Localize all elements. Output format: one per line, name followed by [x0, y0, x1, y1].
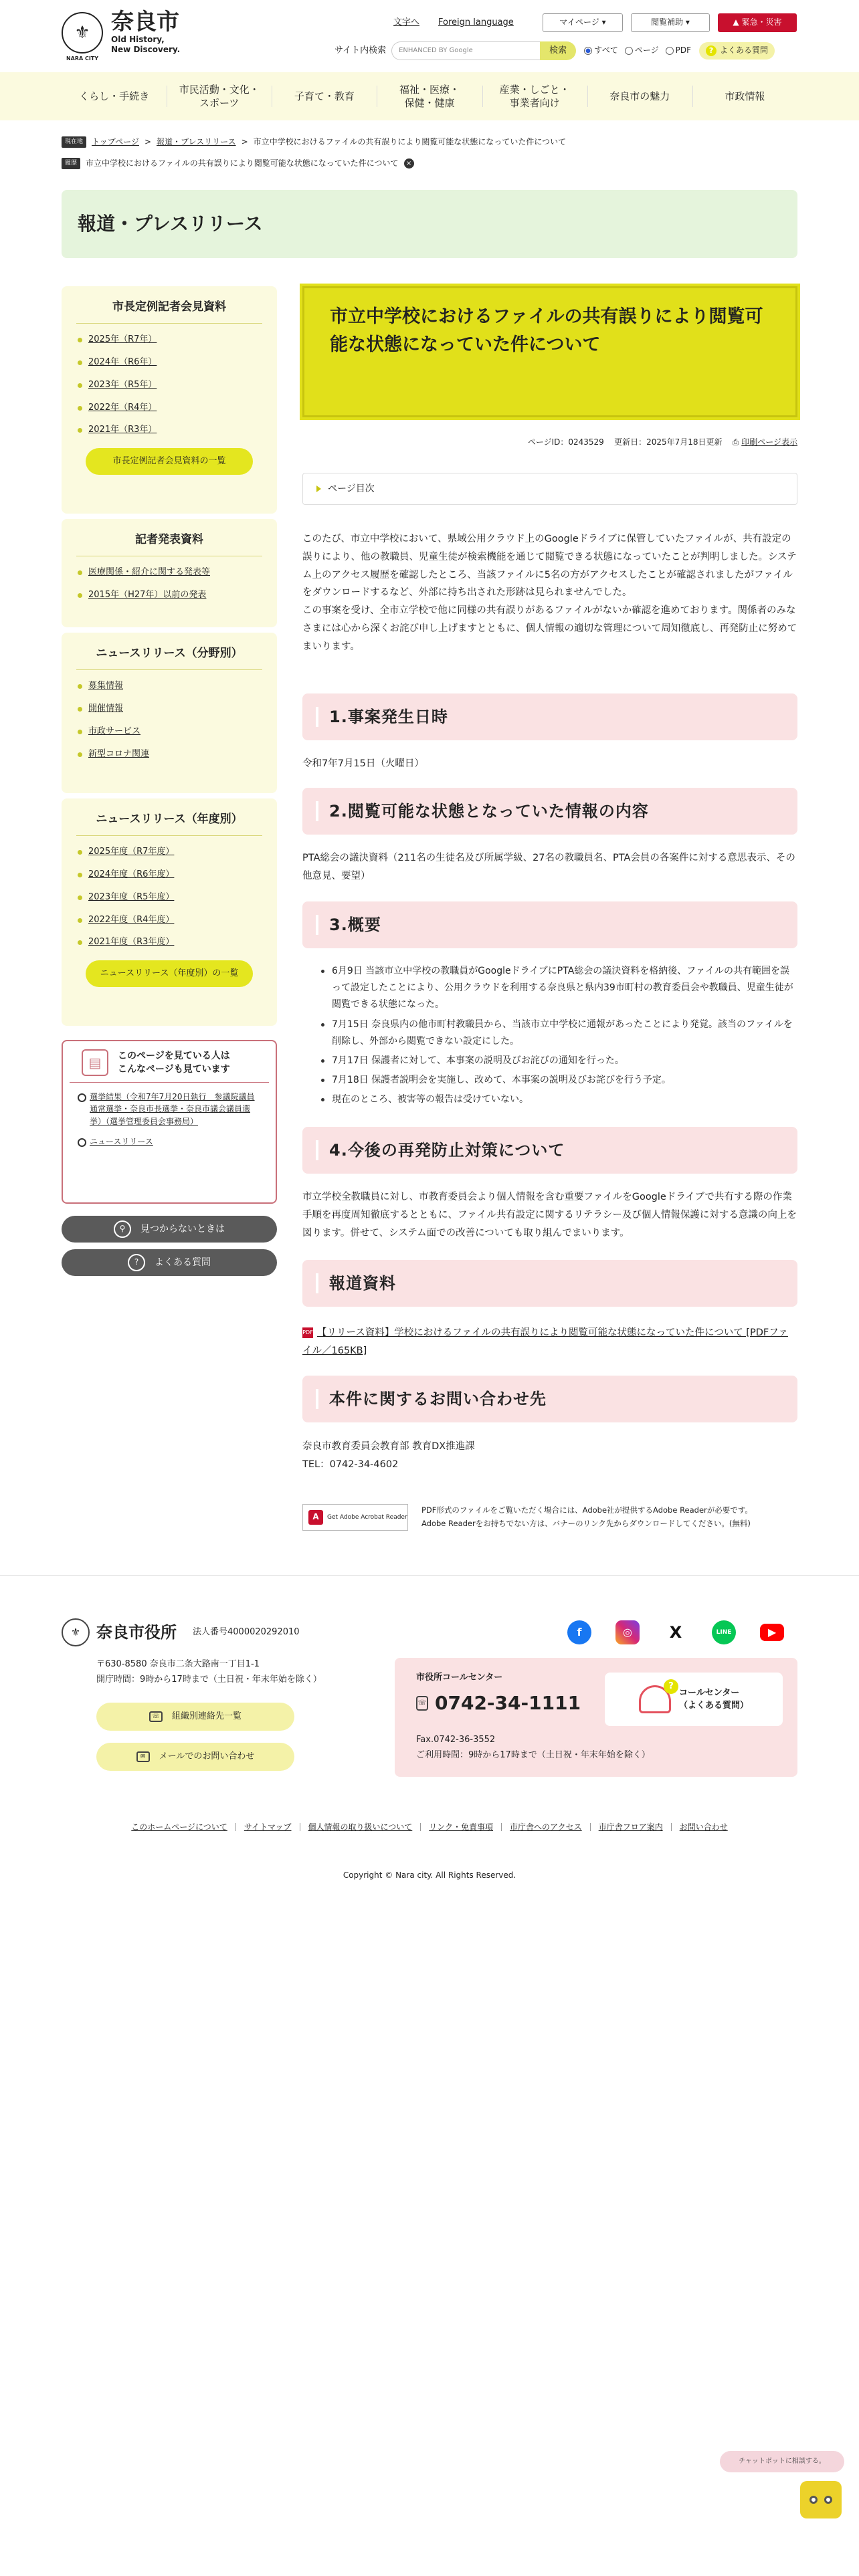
pdf-icon: PDF [302, 1327, 313, 1338]
link-item[interactable]: 開催情報 [76, 702, 262, 716]
print-link[interactable]: 印刷ページ表示 [741, 437, 797, 447]
mail-icon: ✉ [136, 1751, 150, 1762]
mail-contact-button[interactable]: ✉ メールでのお問い合わせ [96, 1743, 294, 1771]
adobe-note: PDF形式のファイルをご覧いただく場合には、Adobe社が提供するAdobe Readerが必要です。 Adobe Readerをお持ちでない方は、バナーのリンク先からダウンロードしてください。(無料) [421, 1505, 753, 1529]
footer-link[interactable]: 個人情報の取り扱いについて [308, 1822, 413, 1832]
list-item: 7月15日 奈良県内の他市町村教職員から、当該市立中学校に通報があったことにより発覚。該当のファイルを削除し、外部から閲覧できない設定にした。 [332, 1016, 797, 1050]
link-item[interactable]: 市政サービス [76, 725, 262, 739]
logo-small-text: NARA CITY [66, 56, 99, 62]
global-nav [0, 72, 859, 120]
current-location-tag: 現在地 [62, 136, 86, 147]
list-item: 7月17日 保護者に対して、本事案の説明及びお詫びの通知を行った。 [332, 1053, 797, 1069]
sidebar-heading: 市長定例記者会見資料 [76, 298, 262, 324]
gnav-item[interactable]: 市民活動・文化・ スポーツ [167, 72, 272, 120]
phone-icon: ☏ [416, 1696, 428, 1711]
warning-icon: ▲ [733, 17, 739, 27]
footer-address: 〒630-8580 奈良市二条大路南一丁目1-1 開庁時間：9時から17時まで（土日祝・年末年始を除く） [96, 1659, 322, 1685]
link-item[interactable]: 2024年度（R6年度） [76, 868, 262, 882]
radio-pdf[interactable]: PDF [666, 44, 691, 57]
logo-tagline-2: New Discovery. [111, 45, 181, 55]
footer-link[interactable]: お問い合わせ [679, 1822, 728, 1832]
link-item[interactable]: 2022年（R4年） [76, 401, 262, 415]
document-search-icon: ▤ [82, 1049, 108, 1076]
section-heading-1: 1.事案発生日時 [302, 693, 797, 740]
gnav-item[interactable]: 子育て・教育 [272, 72, 377, 120]
gnav-item[interactable]: 福祉・医療・ 保健・健康 [377, 72, 482, 120]
radio-page[interactable]: ページ [625, 44, 659, 57]
magnifier-icon: ⚲ [114, 1220, 131, 1238]
gnav-item[interactable]: 市政情報 [692, 72, 797, 120]
breadcrumb: 現在地 トップページ > 報道・プレスリリース > 市立中学校におけるファイルの共有誤りにより閲覧可能な状態になっていた件について [62, 136, 566, 148]
search-input[interactable]: ENHANCED BY Google [391, 41, 540, 60]
text-size-link[interactable]: 文字へ [393, 17, 420, 27]
instagram-icon[interactable]: ◎ [615, 1620, 640, 1644]
history-trail [62, 157, 414, 170]
site-header [0, 0, 859, 70]
not-found-button[interactable]: ⚲ 見つからないときは [62, 1216, 277, 1243]
list-item: 6月9日 当該市立中学校の教職員がGoogleドライブにPTA総会の議決資料を格納後、ファイルの共有範囲を誤って設定したことにより、公用クラウドを利用する奈良県と県内39市町村の教育委員会や教職員、児童生徒が閲覧できる状態になった。 [332, 963, 797, 1014]
adobe-reader-banner[interactable]: A Get Adobe Acrobat Reader [302, 1504, 408, 1531]
link-item[interactable]: 2023年（R5年） [76, 379, 262, 393]
chatbot-robot-icon[interactable] [800, 2481, 842, 2518]
sidebar-heading: ニュースリリース（分野別） [76, 645, 262, 670]
section-heading-5: 報道資料 [302, 1260, 797, 1307]
link-item[interactable]: 2022年度（R4年度） [76, 914, 262, 928]
acrobat-icon: A [308, 1510, 323, 1525]
link-item[interactable]: 募集情報 [76, 679, 262, 693]
related-title-2: こんなページも見ています [118, 1064, 230, 1075]
related-title-1: このページを見ている人は [118, 1051, 230, 1061]
call-center-faq-button[interactable]: ? コールセンター （よくある質問） [605, 1673, 783, 1726]
list-item: 7月18日 保護者説明会を実施し、改めて、本事案の説明及びお詫びを行う予定。 [332, 1072, 797, 1089]
sidebar-list [76, 566, 262, 603]
news-year-list-button[interactable]: ニュースリリース（年度別）の一覧 [86, 960, 253, 987]
article-meta [302, 436, 797, 449]
history-item[interactable]: 市立中学校におけるファイルの共有誤りにより閲覧可能な状態になっていた件について [86, 158, 399, 168]
faq-button[interactable]: ? よくある質問 [62, 1249, 277, 1276]
sidebar-list [76, 679, 262, 761]
footer-link[interactable]: 市庁舎へのアクセス [510, 1822, 582, 1832]
call-center-tel[interactable]: ☏ 0742-34-1111 [416, 1689, 581, 1719]
breadcrumb-current: 市立中学校におけるファイルの共有誤りにより閲覧可能な状態になっていた件について [253, 137, 567, 146]
call-center-box [395, 1658, 797, 1777]
link-item[interactable]: ニュースリリース [78, 1136, 261, 1148]
sidebar-news-year-box [62, 798, 277, 1026]
section-3-list [302, 963, 797, 1111]
gnav-item[interactable]: 奈良市の魅力 [587, 72, 692, 120]
article-title: 市立中学校におけるファイルの共有誤りにより閲覧可能な状態になっていた件について [302, 286, 797, 417]
link-item[interactable]: 2021年（R3年） [76, 423, 262, 437]
facebook-icon[interactable]: f [567, 1620, 591, 1644]
sidebar-press-box [62, 519, 277, 627]
link-item[interactable]: 医療関係・紹介に関する発表等 [76, 566, 262, 580]
view-assist-button[interactable]: 閲覧補助 ▾ [631, 13, 710, 32]
sidebar-list [76, 333, 262, 437]
logo-kanji: 奈良市 [111, 9, 179, 35]
section-heading-3: 3.概要 [302, 901, 797, 948]
sidebar-list [76, 845, 262, 950]
intro-text: このたび、市立中学校において、県域公用クラウド上のGoogleドライブに保管していたファイルが、共有設定の誤りにより、他の教職員、児童生徒が検索機能を通じて閲覧できる状態になっていたことが判明しました。システム上のアクセス履歴を確認したところ、当該ファイルに5名の方がアクセスしたことが確認されましたがファイルをダウンロードするなど、外部に持ち出された形跡は見られませんでした。 この事案を受け、全市立学校で他に同様の共有誤りがあるファイルがないか確認を進めております。関係者のみなさまには心から深くお詫び申し上げますとともに、個人情報の適切な管理について周知徹底し、再発防止に努めてまいります。 [302, 534, 797, 652]
site-search-label: サイト内検索 [335, 45, 387, 56]
section-heading-4: 4.今後の再発防止対策について [302, 1127, 797, 1174]
related-list [63, 1083, 276, 1164]
breadcrumb-press[interactable]: 報道・プレスリリース [157, 137, 236, 146]
sidebar-news-field-box [62, 633, 277, 793]
sidebar-mayor-box [62, 286, 277, 514]
mayor-list-button[interactable]: 市長定例記者会見資料の一覧 [86, 448, 253, 475]
phone-icon: ☏ [149, 1711, 163, 1722]
triangle-right-icon [316, 486, 321, 492]
link-item[interactable]: 選挙結果（令和7年7月20日執行 参議院議員通常選挙・奈良市長選挙・奈良市議会議員選挙）（選挙管理委員会事務局） [78, 1091, 261, 1128]
line-icon[interactable]: LINE [712, 1620, 736, 1644]
site-logo[interactable] [62, 9, 181, 62]
page-id: ページID：0243529 [527, 437, 604, 447]
link-item[interactable]: 新型コロナ関連 [76, 748, 262, 762]
section-2-body: PTA総会の議決資料（211名の生徒名及び所属学級、27名の教職員名、PTA会員の各案件に対する意思表示、その他意見、要望） [302, 853, 795, 881]
question-icon: ? [706, 45, 717, 56]
section-heading-6: 本件に関するお問い合わせ先 [302, 1376, 797, 1422]
toc-toggle[interactable]: ページ目次 [302, 473, 797, 505]
headset-icon: ? [639, 1685, 671, 1713]
sidebar-heading: 記者発表資料 [76, 531, 262, 556]
org-contacts-button[interactable]: ☏ 組織別連絡先一覧 [96, 1703, 294, 1731]
close-icon[interactable]: × [404, 158, 414, 169]
question-bubble-icon: ? [128, 1254, 145, 1271]
mypage-button[interactable]: マイページ ▾ [543, 13, 623, 32]
printer-icon: ⎙ [732, 437, 739, 447]
copyright: Copyright © Nara city. All Rights Reserved. [343, 1870, 516, 1880]
logo-tagline-1: Old History, [111, 34, 165, 44]
youtube-icon[interactable]: ▶ [760, 1624, 784, 1641]
emergency-button[interactable]: ▲ 緊急・災害 [718, 13, 797, 32]
link-item[interactable]: 2025年（R7年） [76, 333, 262, 347]
section-1-body: 令和7年7月15日（火曜日） [302, 758, 424, 769]
list-item: 現在のところ、被害等の報告は受けていない。 [332, 1091, 797, 1108]
gnav-item[interactable]: 産業・しごと・ 事業者向け [482, 72, 587, 120]
corporate-number: 法人番号4000020292010 [193, 1626, 300, 1637]
x-icon[interactable]: X [669, 1622, 682, 1642]
chevron-down-icon: ▾ [601, 17, 606, 27]
footer-name: 奈良市役所 [96, 1622, 177, 1642]
footer-link[interactable]: リンク・免責事項 [429, 1822, 494, 1832]
updated-date: 更新日：2025年7月18日更新 [614, 437, 723, 447]
link-item[interactable]: 2024年（R6年） [76, 356, 262, 370]
footer-links [0, 1823, 859, 1831]
footer-divider [0, 1575, 859, 1576]
pdf-link[interactable]: 【リリース資料】学校におけるファイルの共有誤りにより閲覧可能な状態になっていた件について [PDFファイル／165KB] [302, 1327, 788, 1356]
radio-all[interactable]: すべて [584, 44, 618, 57]
contact-text: 奈良市教育委員会教育部 教育DX推進課 TEL：0742-34-4602 [302, 1441, 475, 1470]
chatbot-bubble[interactable]: チャットボットに相談する。 [720, 2451, 844, 2472]
related-pages-box [62, 1040, 277, 1204]
footer-link[interactable]: このホームページについて [131, 1822, 227, 1832]
pdf-download[interactable] [302, 1324, 797, 1360]
section-heading-2: 2.閲覧可能な状態となっていた情報の内容 [302, 788, 797, 835]
link-item[interactable]: 2015年（H27年）以前の発表 [76, 588, 262, 603]
history-tag: 履歴 [62, 158, 80, 169]
faq-top-button[interactable]: ? よくある質問 [699, 42, 775, 59]
link-item[interactable]: 2025年度（R7年度） [76, 845, 262, 859]
footer-link[interactable]: サイトマップ [244, 1822, 292, 1832]
footer-link[interactable]: 市庁舎フロア案内 [598, 1822, 663, 1832]
footer-logo [62, 1618, 300, 1646]
page-title: 報道・プレスリリース [62, 190, 797, 258]
fax-hours: Fax.0742-36-3552 ご利用時間：9時から17時まで（土日祝・年末年始を除く） [416, 1735, 650, 1760]
city-seal-icon: ⚜ [62, 1618, 90, 1646]
city-seal-icon: ⚜ [62, 12, 103, 53]
call-center-label: 市役所コールセンター [416, 1673, 503, 1683]
breadcrumb-home[interactable]: トップページ [92, 137, 139, 146]
link-item[interactable]: 2023年度（R5年度） [76, 891, 262, 905]
sidebar-heading: ニュースリリース（年度別） [76, 811, 262, 836]
link-item[interactable]: 2021年度（R3年度） [76, 936, 262, 950]
gnav-item[interactable]: くらし・手続き [79, 90, 150, 102]
chevron-down-icon: ▾ [685, 17, 690, 27]
section-4-body: 市立学校全教職員に対し、市教育委員会より個人情報を含む重要ファイルをGoogleドライブで共有する際の作業手順を再度周知徹底するとともに、ファイル共有設定に関するリテラシー及び個人情報保護に対する意識の向上を図ります。併せて、システム面での改善についても取り組んでまいります。 [302, 1192, 797, 1239]
foreign-language-link[interactable]: Foreign language [438, 17, 514, 27]
search-button[interactable]: 検索 [540, 41, 576, 60]
